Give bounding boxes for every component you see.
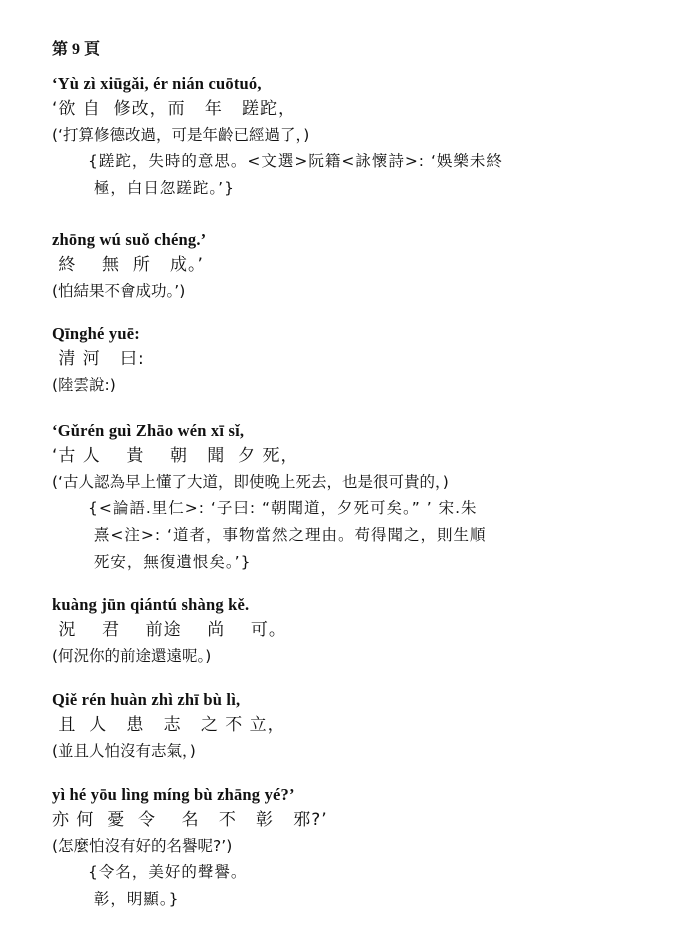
pinyin-line: ‘Yù zì xiūgǎi, ér nián cuōtuó,	[52, 74, 262, 93]
translation-line: (陸雲說:)	[52, 376, 116, 394]
chinese-line: 況 君 前途 尚 可。	[52, 620, 287, 640]
annotation-note: {令名，美好的聲譽。 彰，明顯。}	[88, 863, 248, 908]
translation-line: (怕結果不會成功。’)	[52, 282, 186, 300]
translation-line: (‘打算修德改過，可是年齡已經過了，)	[52, 126, 310, 144]
chinese-line: 終 無 所 成。’	[52, 255, 204, 275]
annotation-note: {蹉跎，失時的意思。<文選>阮籍<詠懷詩>: ‘娛樂未終 極，白日忽蹉跎。’}	[88, 152, 503, 197]
translation-line: (並且人怕沒有志氣，)	[52, 742, 196, 760]
chinese-line: 清 河 曰:	[52, 349, 145, 369]
translation-line: (‘古人認為早上懂了大道，即使晚上死去，也是很可貴的，)	[52, 473, 449, 491]
pinyin-line: zhōng wú suǒ chéng.’	[52, 230, 207, 249]
verse-section-3	[52, 322, 672, 398]
chinese-line: 亦 何 憂 令 名 不 彰 邪?’	[52, 810, 328, 830]
verse-section-4	[52, 419, 672, 576]
pinyin-line: Qīnghé yuē:	[52, 324, 140, 343]
pinyin-line: ‘Gǔrén guì Zhāo wén xī sǐ,	[52, 421, 245, 440]
verse-section-1	[52, 72, 672, 202]
translation-line: (怎麼怕沒有好的名譽呢?’)	[52, 837, 233, 855]
verse-section-2	[52, 228, 672, 304]
verse-section-6	[52, 688, 672, 764]
verse-section-5	[52, 593, 672, 669]
annotation-note: {<論語.里仁>: ‘子曰: “朝聞道，夕死可矣。” ’ 宋.朱 熹<注>: ‘道者，事物當然之理由。苟得聞之，則生順 死安，無復遺恨矣。’}	[88, 499, 487, 571]
pinyin-line: yì hé yōu lìng míng bù zhāng yé?’	[52, 785, 295, 804]
chinese-line: ‘古 人 貴 朝 聞 夕 死，	[52, 446, 299, 466]
page-number: 第 9 頁	[52, 41, 101, 58]
chinese-line: ‘欲 自 修改，而 年 蹉跎，	[52, 99, 297, 119]
chinese-line: 且 人 患 志 之 不 立，	[52, 715, 286, 735]
pinyin-line: kuàng jūn qiántú shàng kě.	[52, 595, 250, 614]
verse-section-7	[52, 783, 672, 913]
translation-line: (何況你的前途還遠呢。)	[52, 647, 212, 665]
pinyin-line: Qiě rén huàn zhì zhī bù lì,	[52, 690, 241, 709]
